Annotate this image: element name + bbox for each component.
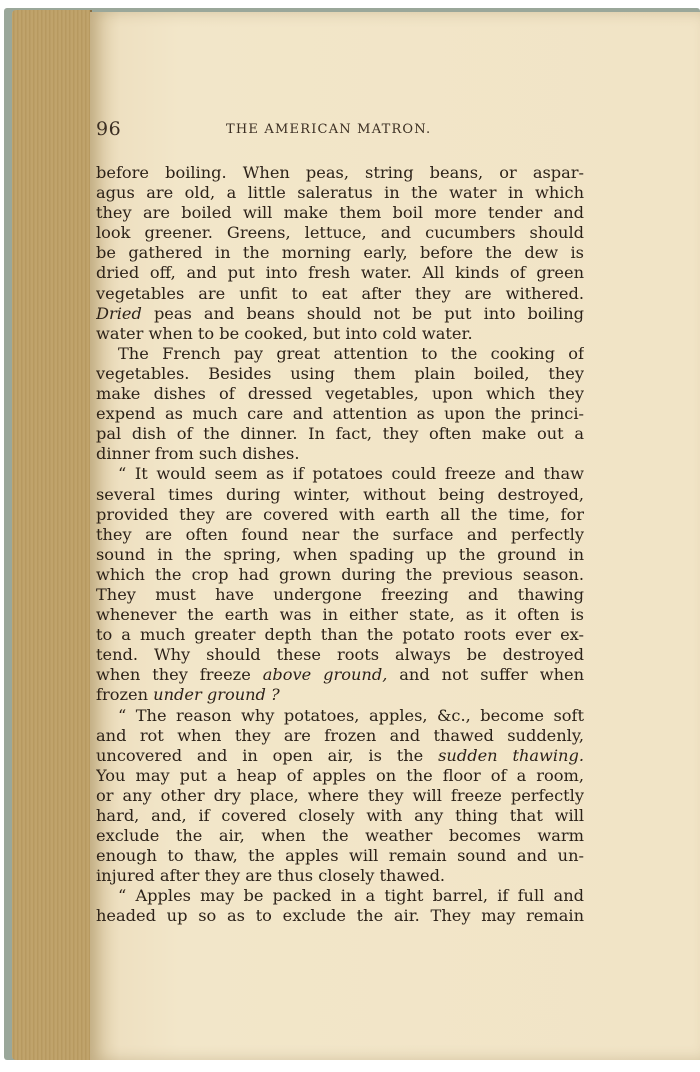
text-line: exclude the air, when the weather becomes warm bbox=[96, 826, 584, 846]
page-edges bbox=[12, 10, 92, 1060]
text-line: be gathered in the morning early, before the dew is bbox=[96, 243, 584, 263]
running-head: THE AMERICAN MATRON. bbox=[226, 122, 432, 137]
text-fragment: and not suffer when bbox=[387, 665, 584, 685]
text-line: “ The reason why potatoes, apples, &c., become soft bbox=[118, 705, 584, 725]
italic-under-ground: under ground ? bbox=[153, 685, 280, 705]
text-line: injured after they are thus closely thawed. bbox=[96, 866, 446, 886]
text-line: tend. Why should these roots always be destroyed bbox=[96, 645, 584, 665]
text-line: agus are old, a little saleratus in the water in which bbox=[96, 183, 584, 203]
text-fragment: frozen bbox=[96, 685, 149, 705]
text-line: they are boiled will make them boil more tender and bbox=[96, 203, 584, 223]
text-line: whenever the earth was in either state, as it often is bbox=[96, 605, 584, 625]
text-line: They must have undergone freezing and thawing bbox=[96, 584, 584, 604]
text-line: before boiling. When peas, string beans, or aspar- bbox=[96, 163, 584, 182]
body-text bbox=[96, 163, 584, 927]
text-line: pal dish of the dinner. In fact, they often make out a bbox=[96, 424, 584, 444]
text-line: sound in the spring, when spading up the ground in bbox=[96, 544, 584, 564]
text-fragment: uncovered and in open air, is the bbox=[96, 745, 424, 765]
text-line: expend as much care and attention as upon the princi- bbox=[96, 404, 584, 424]
text-line: several times during winter, without being destroyed, bbox=[96, 484, 584, 504]
italic-dried: Dried bbox=[96, 303, 142, 323]
italic-above-ground: above ground, bbox=[262, 665, 388, 685]
text-line: and rot when they are frozen and thawed suddenly, bbox=[96, 725, 584, 745]
text-line: You may put a heap of apples on the floor of a room, bbox=[96, 765, 584, 785]
text-line: look greener. Greens, lettuce, and cucumbers should bbox=[96, 223, 584, 243]
italic-sudden-thawing: sudden thawing. bbox=[438, 745, 584, 765]
text-line-dried bbox=[96, 304, 584, 324]
page-number: 96 bbox=[96, 118, 122, 140]
text-line: enough to thaw, the apples will remain sound and un- bbox=[96, 846, 584, 866]
text-line: which the crop had grown during the previous season. bbox=[96, 564, 584, 584]
text-line-under-ground bbox=[96, 685, 584, 705]
text-fragment: when they freeze bbox=[96, 665, 251, 685]
text-line-above-ground bbox=[96, 665, 584, 685]
text-line: dinner from such dishes. bbox=[96, 444, 300, 464]
text-line-sudden-thawing bbox=[96, 746, 584, 766]
text-line: headed up so as to exclude the air. They may remain bbox=[96, 906, 584, 926]
text-line: “ It would seem as if potatoes could freeze and thaw bbox=[118, 464, 584, 484]
text-line: or any other dry place, where they will freeze perfectly bbox=[96, 785, 584, 805]
text-fragment: peas and beans should not be put into boiling bbox=[153, 303, 584, 323]
text-line: to a much greater depth than the potato roots ever ex- bbox=[96, 625, 584, 645]
text-line: make dishes of dressed vegetables, upon which they bbox=[96, 384, 584, 404]
text-line: “ Apples may be packed in a tight barrel, if full and bbox=[118, 886, 584, 906]
text-line: water when to be cooked, but into cold water. bbox=[96, 323, 473, 343]
text-line: vegetables are unfit to eat after they are withered. bbox=[96, 283, 584, 303]
text-line: hard, and, if covered closely with any thing that will bbox=[96, 806, 584, 825]
text-line: dried off, and put into fresh water. All kinds of green bbox=[96, 263, 584, 283]
text-line: The French pay great attention to the cooking of bbox=[118, 343, 584, 363]
page-header bbox=[96, 118, 576, 144]
text-line: they are often found near the surface and perfectly bbox=[96, 524, 584, 544]
text-line: vegetables. Besides using them plain boiled, they bbox=[96, 363, 584, 383]
text-line: provided they are covered with earth all the time, for bbox=[96, 504, 584, 524]
